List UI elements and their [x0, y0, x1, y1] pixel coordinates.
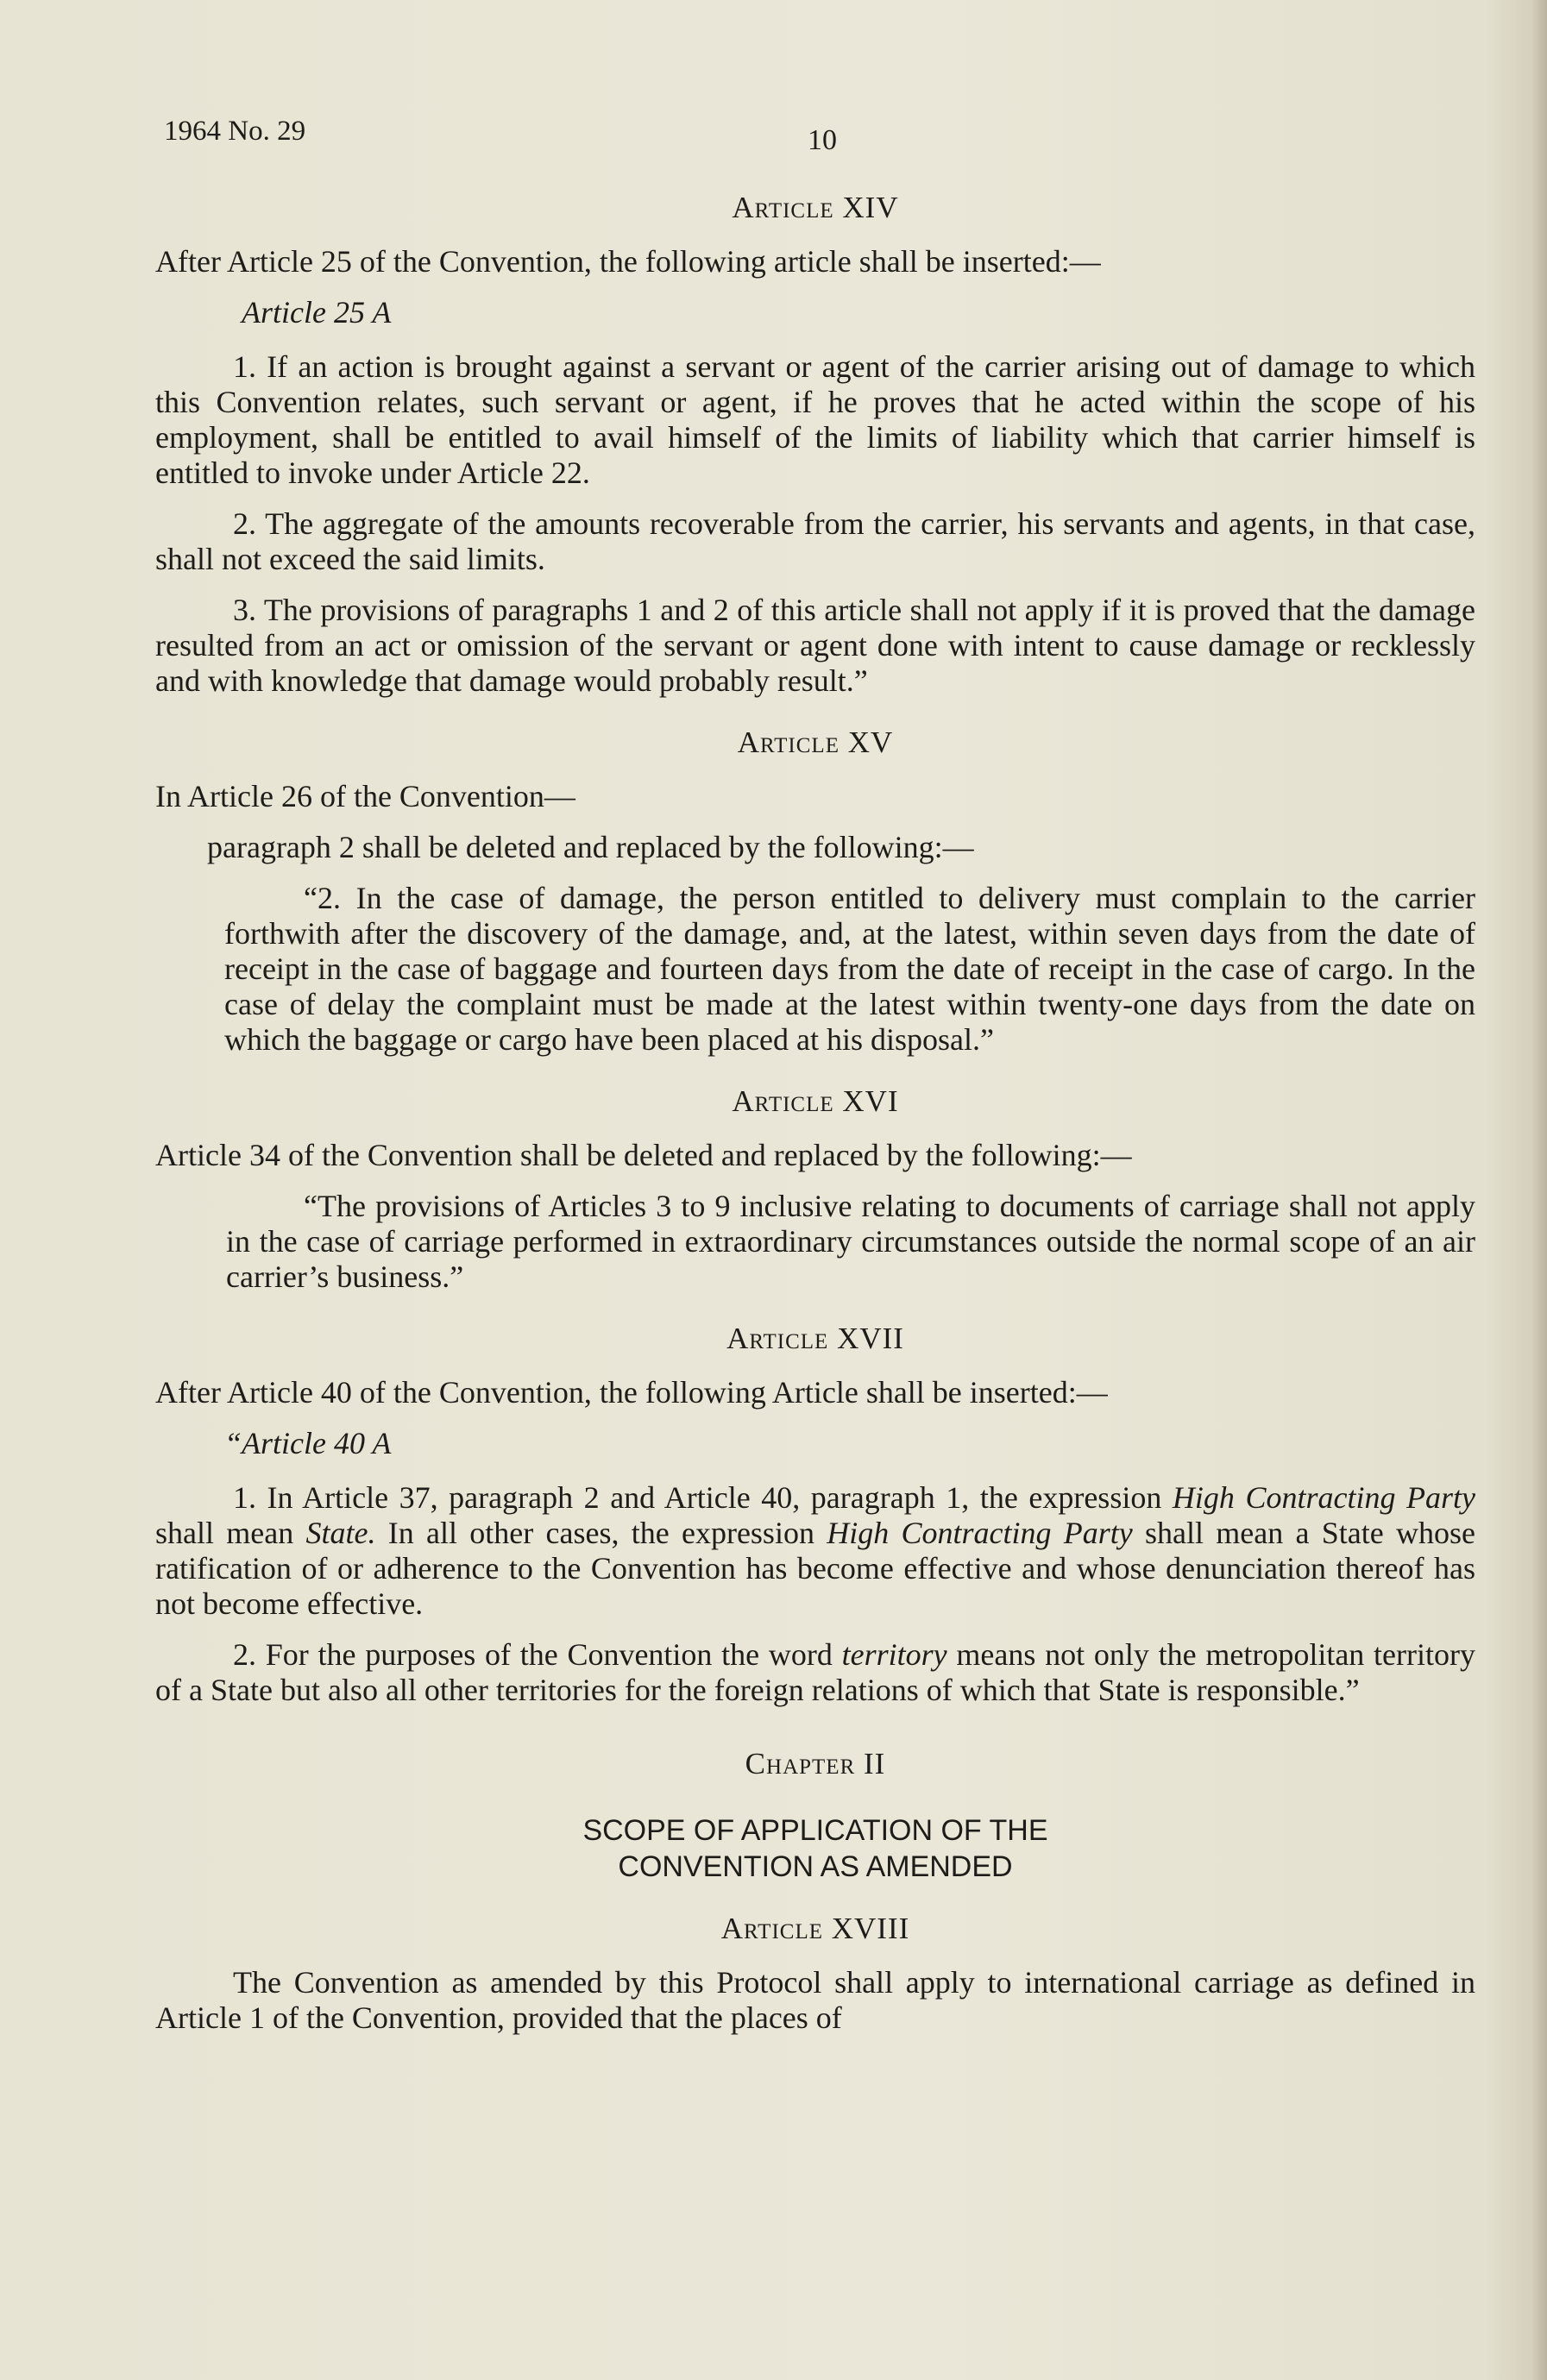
article-25a-label: Article 25 A — [242, 295, 392, 330]
article-40a-p1-text-c: In all other cases, the expression — [375, 1516, 827, 1550]
article-xviii-heading: Article XVIII — [720, 1912, 910, 1945]
article-40a-p1-term-a: High Contracting Party — [1172, 1480, 1475, 1515]
chapter-ii-title — [155, 1812, 1475, 1885]
article-xv-quoted-paragraph: “2. In the case of damage, the person entitled to delivery must complain to the carrier forthwith after the discovery of the damage, and, at the latest, within seven days from the date of receipt in the case of baggage and fourteen days from the date of receipt in the case of cargo. In the case of delay the complaint must be made at the latest within twenty-one days from the date on which the baggage or cargo have been placed at his disposal.” — [224, 881, 1475, 1057]
article-40a-p1-text-a: 1. In Article 37, paragraph 2 and Article 40, paragraph 1, the expression — [233, 1480, 1173, 1515]
chapter-ii-heading: Chapter II — [745, 1747, 886, 1780]
article-xv-heading: Article XV — [737, 725, 894, 759]
article-xvii-heading: Article XVII — [726, 1322, 904, 1355]
article-40a-p2-text-a: 2. For the purposes of the Convention the word — [233, 1637, 842, 1672]
article-xiv-intro: After Article 25 of the Convention, the following article shall be inserted:— — [155, 244, 1101, 279]
article-xvi-intro: Article 34 of the Convention shall be deleted and replaced by the following:— — [155, 1138, 1132, 1172]
article-25a-paragraph-2: 2. The aggregate of the amounts recoverable from the carrier, his servants and agents, in that case, shall not exceed the said limits. — [155, 506, 1475, 576]
article-xvi-heading: Article XVI — [732, 1084, 899, 1118]
article-40a-paragraph-1 — [155, 1480, 1475, 1622]
article-40a-p1-term-c: High Contracting Party — [827, 1516, 1133, 1550]
page-content — [155, 104, 1475, 2051]
article-xviii-paragraph: The Convention as amended by this Protocol shall apply to international carriage as defined in Article 1 of the Convention, provided that the places of — [155, 1965, 1475, 2035]
page-spine-edge — [1530, 0, 1547, 2380]
article-40a-p2-term: territory — [841, 1637, 947, 1672]
article-40a-label: “Article 40 A — [224, 1426, 392, 1460]
article-40a-p1-term-b: State. — [305, 1516, 376, 1550]
article-40a-p1-text-b: shall mean — [155, 1516, 306, 1550]
chapter-ii-title-line-1: SCOPE OF APPLICATION OF THE — [582, 1814, 1048, 1847]
chapter-ii-title-line-2: CONVENTION AS AMENDED — [618, 1850, 1013, 1883]
article-xvi-quoted-paragraph: “The provisions of Articles 3 to 9 inclusive relating to documents of carriage shall not apply in the case of carriage performed in extraordinary circumstances outside the normal scope of an air carrier’s business.” — [226, 1189, 1475, 1294]
page-number: 10 — [808, 124, 837, 156]
article-xvii-intro: After Article 40 of the Convention, the following Article shall be inserted:— — [155, 1375, 1108, 1410]
article-25a-paragraph-3: 3. The provisions of paragraphs 1 and 2 of this article shall not apply if it is proved that the damage resulted from an act or omission of the servant or agent done with intent to cause damage or recklessly and with knowledge that damage would probably result.” — [155, 593, 1475, 698]
article-xv-intro: In Article 26 of the Convention— — [155, 779, 575, 813]
running-title: 1964 No. 29 — [164, 116, 306, 147]
article-40a-p2-text-b: means not only the metropolitan territory of a State but also all other territories for the foreign relations of which that State is responsible.” — [155, 1637, 1476, 1707]
page-header — [155, 104, 1475, 164]
article-40a-p1-text-d: shall mean a State whose ratification of or adherence to the Convention has become effective and whose denunciation thereof has not become effective. — [155, 1516, 1475, 1621]
article-xiv-heading: Article XIV — [732, 191, 899, 224]
article-25a-paragraph-1: 1. If an action is brought against a servant or agent of the carrier arising out of damage to which this Convention relates, such servant or agent, if he proves that he acted within the scope of his employment, shall be entitled to avail himself of the limits of liability which that carrier himself is entitled to invoke under Article 22. — [155, 349, 1475, 490]
article-xv-subclause: paragraph 2 shall be deleted and replaced by the following:— — [207, 830, 974, 864]
article-40a-paragraph-2 — [155, 1637, 1475, 1708]
